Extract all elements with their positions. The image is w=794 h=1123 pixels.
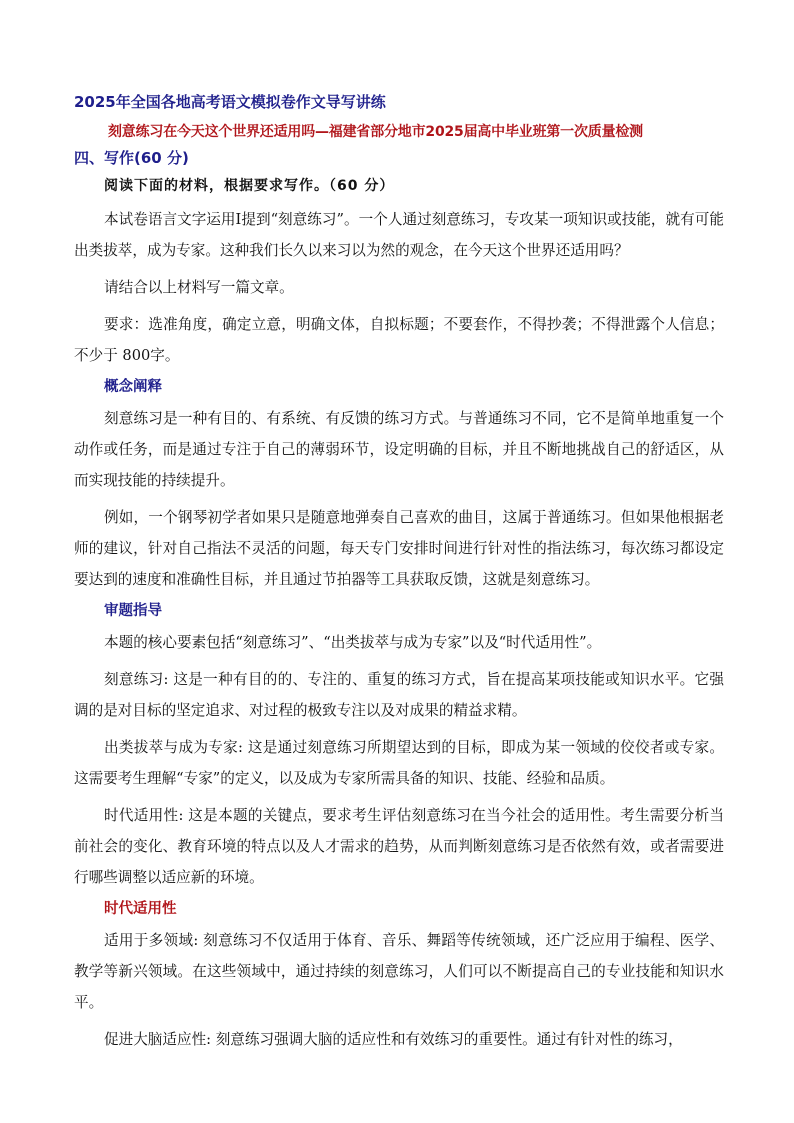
section-title: 四、写作(60 分) xyxy=(74,149,189,167)
guide-paragraph: 刻意练习: 这是一种有目的的、专注的、重复的练习方式，旨在提高某项技能或知识水平。它强调的是对目标的坚定追求、对过程的极致专注以及对成果的精益求精。 xyxy=(74,671,724,719)
guide-paragraph: 出类拔萃与成为专家: 这是通过刻意练习所期望达到的目标，即成为某一领域的佼佼者或专家。这需要考生理解“专家”的定义，以及成为专家所需具备的知识、技能、经验和品质。 xyxy=(74,739,724,787)
requirements-paragraph: 要求：选准角度，确定立意，明确文体，自拟标题；不要套作，不得抄袭；不得泄露个人信息；不少于 800字。 xyxy=(74,316,724,364)
material-prompt: 请结合以上材料写一篇文章。 xyxy=(104,279,294,296)
guide-paragraph: 时代适用性: 这是本题的关键点，要求考生评估刻意练习在当今社会的适用性。考生需要分析当前社会的变化、教育环境的特点以及人才需求的趋势，从而判断刻意练习是否依然有效，或者需要进行哪些调整以适应新的环境。 xyxy=(74,807,724,886)
guide-heading: 审题指导 xyxy=(104,603,162,619)
series-title: 2025年全国各地高考语文模拟卷作文导写讲练 xyxy=(74,93,386,111)
concept-example-paragraph: 例如，一个钢琴初学者如果只是随意地弹奏自己喜欢的曲目，这属于普通练习。但如果他根据老师的建议，针对自己指法不灵活的问题，每天专门安排时间进行针对性的指法练习，每次练习都设定要达到的速度和准确性目标，并且通过节拍器等工具获取反馈，这就是刻意练习。 xyxy=(74,509,724,588)
concept-heading: 概念阐释 xyxy=(104,379,162,395)
material-paragraph: 本试卷语言文字运用Ⅰ提到“刻意练习”。一个人通过刻意练习，专攻某一项知识或技能，就有可能出类拔萃，成为专家。这种我们长久以来习以为然的观念，在今天这个世界还适用吗？ xyxy=(74,211,724,259)
era-paragraph: 促进大脑适应性: 刻意练习强调大脑的适应性和有效练习的重要性。通过有针对性的练习， xyxy=(104,1031,683,1048)
document-content xyxy=(74,92,724,1061)
era-paragraph: 适用于多领域: 刻意练习不仅适用于体育、音乐、舞蹈等传统领域，还广泛应用于编程、医学、教学等新兴领域。在这些领域中，通过持续的刻意练习，人们可以不断提高自己的专业技能和知识水平。 xyxy=(74,932,724,1011)
guide-paragraph: 本题的核心要素包括“刻意练习”、“出类拔萃与成为专家”以及“时代适用性”。 xyxy=(104,634,602,651)
topic-title: 刻意练习在今天这个世界还适用吗—福建省部分地市2025届高中毕业班第一次质量检测 xyxy=(108,124,643,140)
era-heading: 时代适用性 xyxy=(104,901,177,917)
concept-paragraph: 刻意练习是一种有目的、有系统、有反馈的练习方式。与普通练习不同，它不是简单地重复一个动作或任务，而是通过专注于自己的薄弱环节，设定明确的目标，并且不断地挑战自己的舒适区，从而实现技能的持续提升。 xyxy=(74,410,724,489)
instruction-line: 阅读下面的材料，根据要求写作。（60 分） xyxy=(104,178,395,194)
